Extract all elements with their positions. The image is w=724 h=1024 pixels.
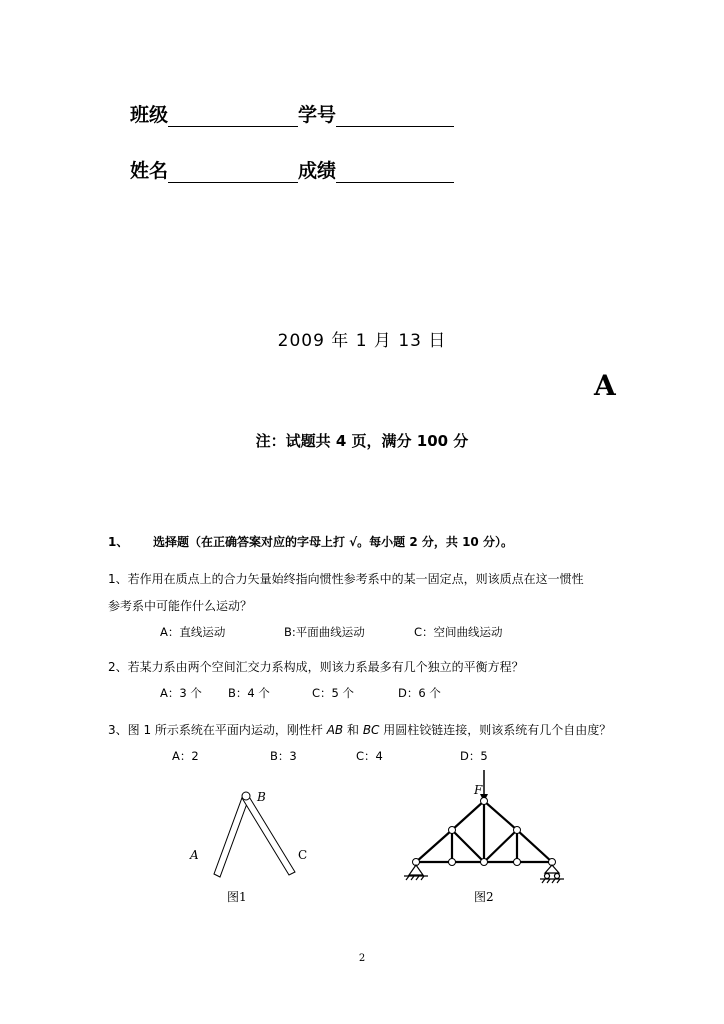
header-row-1	[130, 100, 454, 127]
question-1-line-2: 参考系中可能作什么运动？	[108, 599, 253, 613]
class-blank[interactable]	[168, 108, 298, 127]
page-number: 2	[358, 953, 366, 964]
name-blank[interactable]	[168, 164, 298, 183]
name-label: 姓名	[130, 160, 169, 182]
joint-bottom-center	[481, 859, 488, 866]
joint-top	[481, 798, 488, 805]
exam-note: 注：试题共 4 页，满分 100 分	[255, 432, 469, 450]
figure-1-caption: 图1	[227, 890, 247, 904]
q3-option-b[interactable]: B：3	[270, 749, 297, 763]
fig1-label-a: A	[190, 848, 199, 862]
q2-option-c[interactable]: C：5 个	[312, 686, 355, 700]
q3-option-d[interactable]: D：5	[460, 749, 488, 763]
q3-text-2: 和	[343, 723, 363, 737]
q3-rod-ab: AB	[326, 723, 344, 737]
rod-bc	[242, 795, 295, 875]
q2-option-d[interactable]: D：6 个	[398, 686, 441, 700]
joint-bottom-left	[449, 859, 456, 866]
header-row-2	[130, 156, 454, 183]
joint-upper-right	[514, 827, 521, 834]
q1-option-b[interactable]: B:平面曲线运动	[284, 625, 365, 639]
section-number: 1、	[108, 535, 129, 549]
figure-2-truss	[400, 770, 580, 890]
q3-option-c[interactable]: C：4	[356, 749, 383, 763]
fig1-label-b: B	[257, 790, 266, 804]
figure-2-caption: 图2	[474, 890, 494, 904]
student-id-blank[interactable]	[336, 108, 454, 127]
q3-text-3: 用圆柱铰链连接，则该系统有几个自由度？	[379, 723, 612, 737]
class-label: 班级	[130, 104, 169, 126]
q1-option-c[interactable]: C：空间曲线运动	[414, 625, 503, 639]
diagonal-right	[484, 830, 517, 862]
question-1-line-1: 1、若作用在质点上的合力矢量始终指向惯性参考系中的某一固定点，则该质点在这一惯性	[108, 572, 584, 586]
score-label: 成绩	[298, 160, 337, 182]
fig2-label-f: F	[474, 783, 483, 797]
q2-option-b[interactable]: B：4 个	[228, 686, 270, 700]
q3-text-1: 3、图 1 所示系统在平面内运动，刚性杆	[108, 723, 327, 737]
q1-option-a[interactable]: A：直线运动	[160, 625, 226, 639]
score-blank[interactable]	[336, 164, 454, 183]
pin-support-left	[404, 865, 428, 880]
hinge-b	[242, 792, 250, 800]
q2-option-a[interactable]: A：3 个	[160, 686, 202, 700]
joint-bottom-right	[514, 859, 521, 866]
q3-rod-bc: BC	[362, 723, 380, 737]
rod-ab	[214, 795, 249, 877]
joint-upper-left	[449, 827, 456, 834]
section-title: 选择题（在正确答案对应的字母上打 √。每小题 2 分，共 10 分）。	[153, 535, 513, 549]
roller-support-right	[540, 865, 564, 883]
question-3	[108, 721, 611, 738]
figure-1-rods	[180, 780, 320, 880]
fig1-label-c: C	[298, 848, 308, 862]
question-2: 2、若某力系由两个空间汇交力系构成，则该力系最多有几个独立的平衡方程？	[108, 660, 524, 674]
diagonal-left	[452, 830, 484, 862]
student-id-label: 学号	[298, 104, 337, 126]
paper-label: A	[594, 369, 616, 402]
exam-date: 2009 年 1 月 13 日	[277, 331, 447, 351]
q3-option-a[interactable]: A：2	[172, 749, 199, 763]
